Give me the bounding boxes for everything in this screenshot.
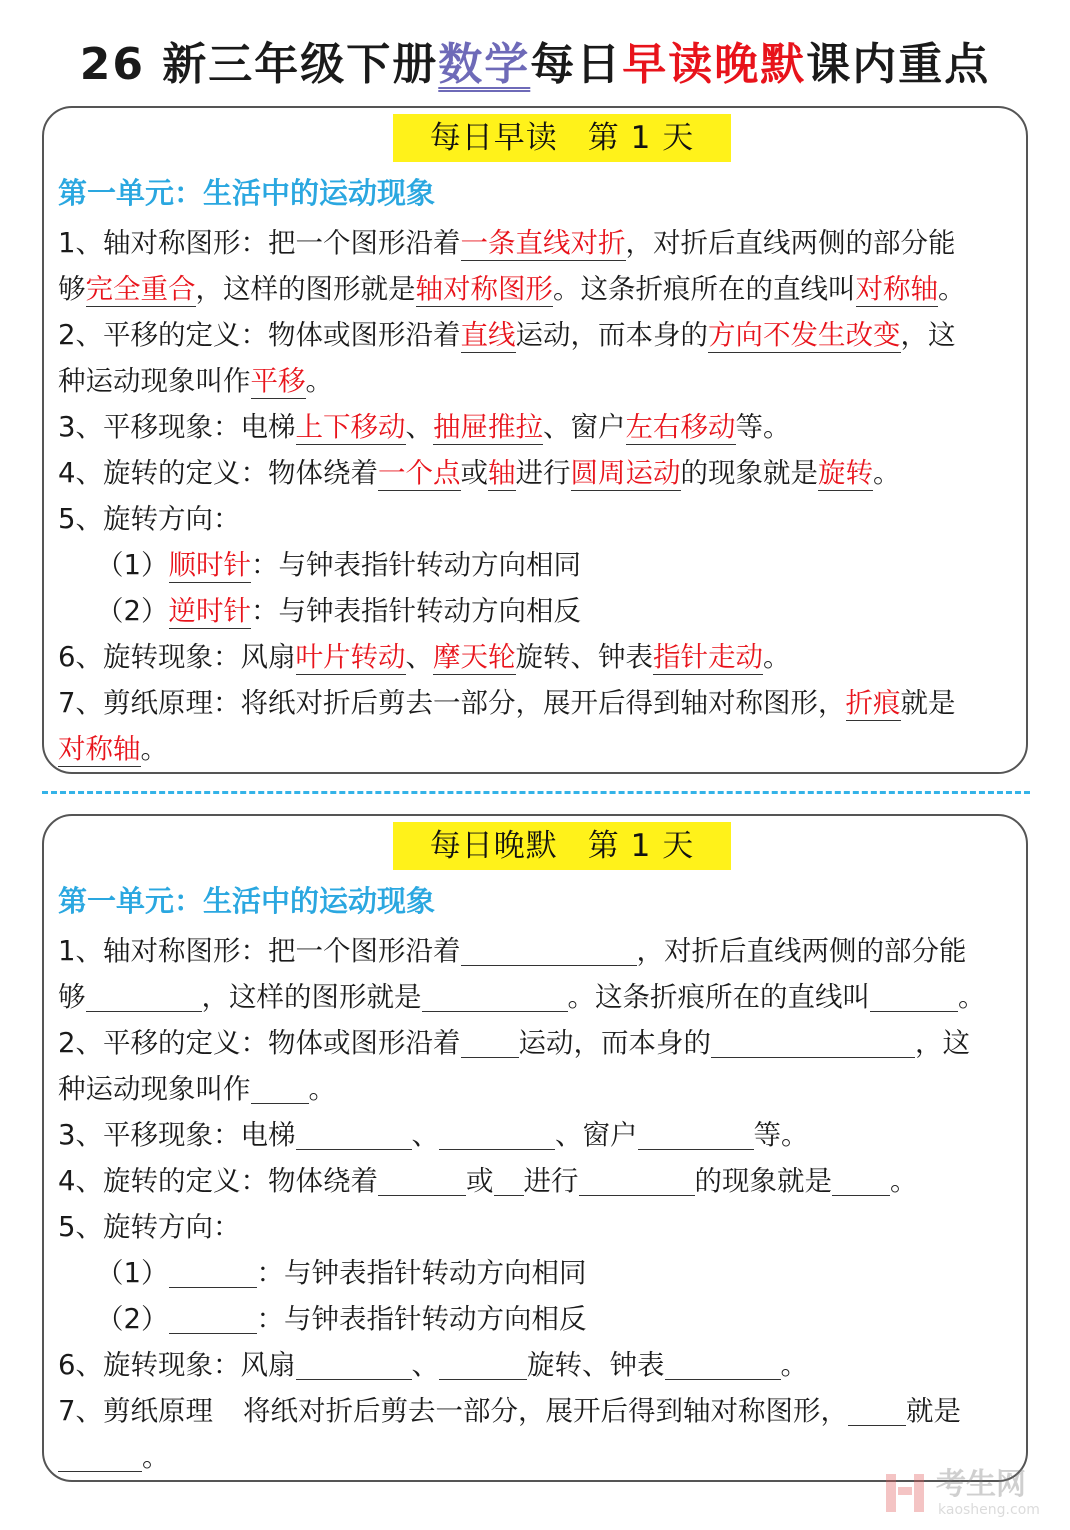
- blank[interactable]: [848, 1395, 906, 1426]
- line-1b: 够完全重合，这样的图形就是轴对称图形。这条折痕所在的直线叫对称轴。: [58, 273, 966, 305]
- morning-day-tag: [393, 114, 731, 162]
- line-2b: 种运动现象叫作平移。: [58, 365, 333, 397]
- title-subject: 数学: [438, 39, 531, 90]
- answer: 对称轴: [58, 733, 141, 765]
- watermark-url: kaosheng.com: [938, 1502, 1040, 1518]
- blank[interactable]: [870, 981, 958, 1012]
- answer: 轴: [488, 457, 516, 489]
- answer: 一个点: [378, 457, 461, 489]
- line-2a: 2、平移的定义：物体或图形沿着 运动，而本身的 ，这: [58, 1027, 970, 1059]
- blank[interactable]: [422, 981, 568, 1012]
- line-6: 6、旋转现象：风扇叶片转动、摩天轮旋转、钟表指针走动。: [58, 641, 791, 673]
- blank[interactable]: [169, 1303, 257, 1334]
- answer: 对称轴: [855, 273, 938, 305]
- answer: 直线: [460, 319, 516, 351]
- blank[interactable]: [439, 1119, 555, 1150]
- answer: 完全重合: [85, 273, 196, 305]
- line-5: 5、旋转方向：: [58, 1211, 241, 1243]
- line-3: 3、平移现象：电梯 、 、窗户 等。: [58, 1119, 809, 1151]
- answer: 抽屉推拉: [433, 411, 543, 443]
- line-5-2: （2） ：与钟表指针转动方向相反: [96, 1303, 587, 1335]
- blank[interactable]: [494, 1165, 524, 1196]
- answer: 轴对称图形: [415, 273, 553, 305]
- line-1a: 1、轴对称图形：把一个图形沿着一条直线对折，对折后直线两侧的部分能: [58, 227, 956, 259]
- line-5-1: （1）顺时针：与钟表指针转动方向相同: [96, 549, 581, 581]
- evening-content: [58, 928, 1016, 1480]
- title-highlight: 早读晚默: [622, 39, 807, 90]
- answer: 摩天轮: [433, 641, 516, 673]
- blank[interactable]: [665, 1349, 781, 1380]
- blank[interactable]: [579, 1165, 695, 1196]
- logo-icon: [884, 1472, 926, 1514]
- blank[interactable]: [711, 1027, 915, 1058]
- blank[interactable]: [638, 1119, 754, 1150]
- blank[interactable]: [296, 1119, 412, 1150]
- unit-heading: 第一单元：生活中的运动现象: [58, 884, 436, 918]
- blank[interactable]: [251, 1073, 309, 1104]
- line-1a: 1、轴对称图形：把一个图形沿着 ，对折后直线两侧的部分能: [58, 935, 967, 967]
- title-suffix: 课内重点: [806, 39, 991, 90]
- answer: 圆周运动: [570, 457, 681, 489]
- title-prefix: 26 新三年级下册: [79, 39, 439, 90]
- dashed-divider: [42, 791, 1030, 794]
- blank[interactable]: [296, 1349, 412, 1380]
- blank[interactable]: [169, 1257, 257, 1288]
- morning-content: [58, 220, 1016, 772]
- tag-day: 第 1 天: [587, 120, 695, 156]
- blank[interactable]: [378, 1165, 466, 1196]
- answer: 旋转: [818, 457, 873, 489]
- line-3: 3、平移现象：电梯上下移动、抽屉推拉、窗户左右移动等。: [58, 411, 791, 443]
- blank[interactable]: [832, 1165, 890, 1196]
- evening-day-tag: [393, 822, 731, 870]
- watermark-text: 考生网: [936, 1467, 1026, 1502]
- page-title: [0, 30, 1070, 100]
- tag-label: 每日早读: [429, 120, 558, 156]
- line-4: 4、旋转的定义：物体绕着一个点或轴进行圆周运动的现象就是旋转。: [58, 457, 901, 489]
- answer: 顺时针: [168, 549, 251, 581]
- watermark: [884, 1468, 1054, 1524]
- line-7a: 7、剪纸原理 将纸对折后剪去一部分，展开后得到轴对称图形， 就是: [58, 1395, 961, 1427]
- answer: 左右移动: [625, 411, 736, 443]
- blank[interactable]: [461, 935, 637, 966]
- line-5: 5、旋转方向：: [58, 503, 241, 535]
- tag-day: 第 1 天: [587, 828, 695, 864]
- line-1b: 够 ，这样的图形就是 。这条折痕所在的直线叫 。: [58, 981, 986, 1013]
- blank[interactable]: [58, 1441, 142, 1472]
- blank[interactable]: [461, 1027, 519, 1058]
- line-2b: 种运动现象叫作 。: [58, 1073, 336, 1105]
- line-2a: 2、平移的定义：物体或图形沿着直线运动，而本身的方向不发生改变，这: [58, 319, 956, 351]
- answer: 叶片转动: [295, 641, 406, 673]
- answer: 方向不发生改变: [708, 319, 901, 351]
- line-5-1: （1） ：与钟表指针转动方向相同: [96, 1257, 587, 1289]
- answer: 逆时针: [168, 595, 251, 627]
- line-6: 6、旋转现象：风扇 、 旋转、钟表 。: [58, 1349, 808, 1381]
- line-7b: 对称轴。: [58, 733, 168, 765]
- line-4: 4、旋转的定义：物体绕着 或 进行 的现象就是 。: [58, 1165, 918, 1197]
- blank[interactable]: [439, 1349, 527, 1380]
- answer: 折痕: [845, 687, 901, 719]
- line-7b: 。: [58, 1434, 1016, 1480]
- blank[interactable]: [86, 981, 202, 1012]
- morning-reading-card: [42, 106, 1028, 774]
- line-7a: 7、剪纸原理：将纸对折后剪去一部分，展开后得到轴对称图形，折痕就是: [58, 687, 956, 719]
- unit-heading: 第一单元：生活中的运动现象: [58, 176, 436, 210]
- evening-dictation-card: [42, 814, 1028, 1482]
- answer: 指针走动: [653, 641, 763, 673]
- answer: 上下移动: [295, 411, 406, 443]
- answer: 一条直线对折: [460, 227, 626, 259]
- answer: 平移: [250, 365, 306, 397]
- line-5-2: （2）逆时针：与钟表指针转动方向相反: [96, 595, 581, 627]
- tag-label: 每日晚默: [429, 828, 558, 864]
- title-mid: 每日: [530, 39, 623, 90]
